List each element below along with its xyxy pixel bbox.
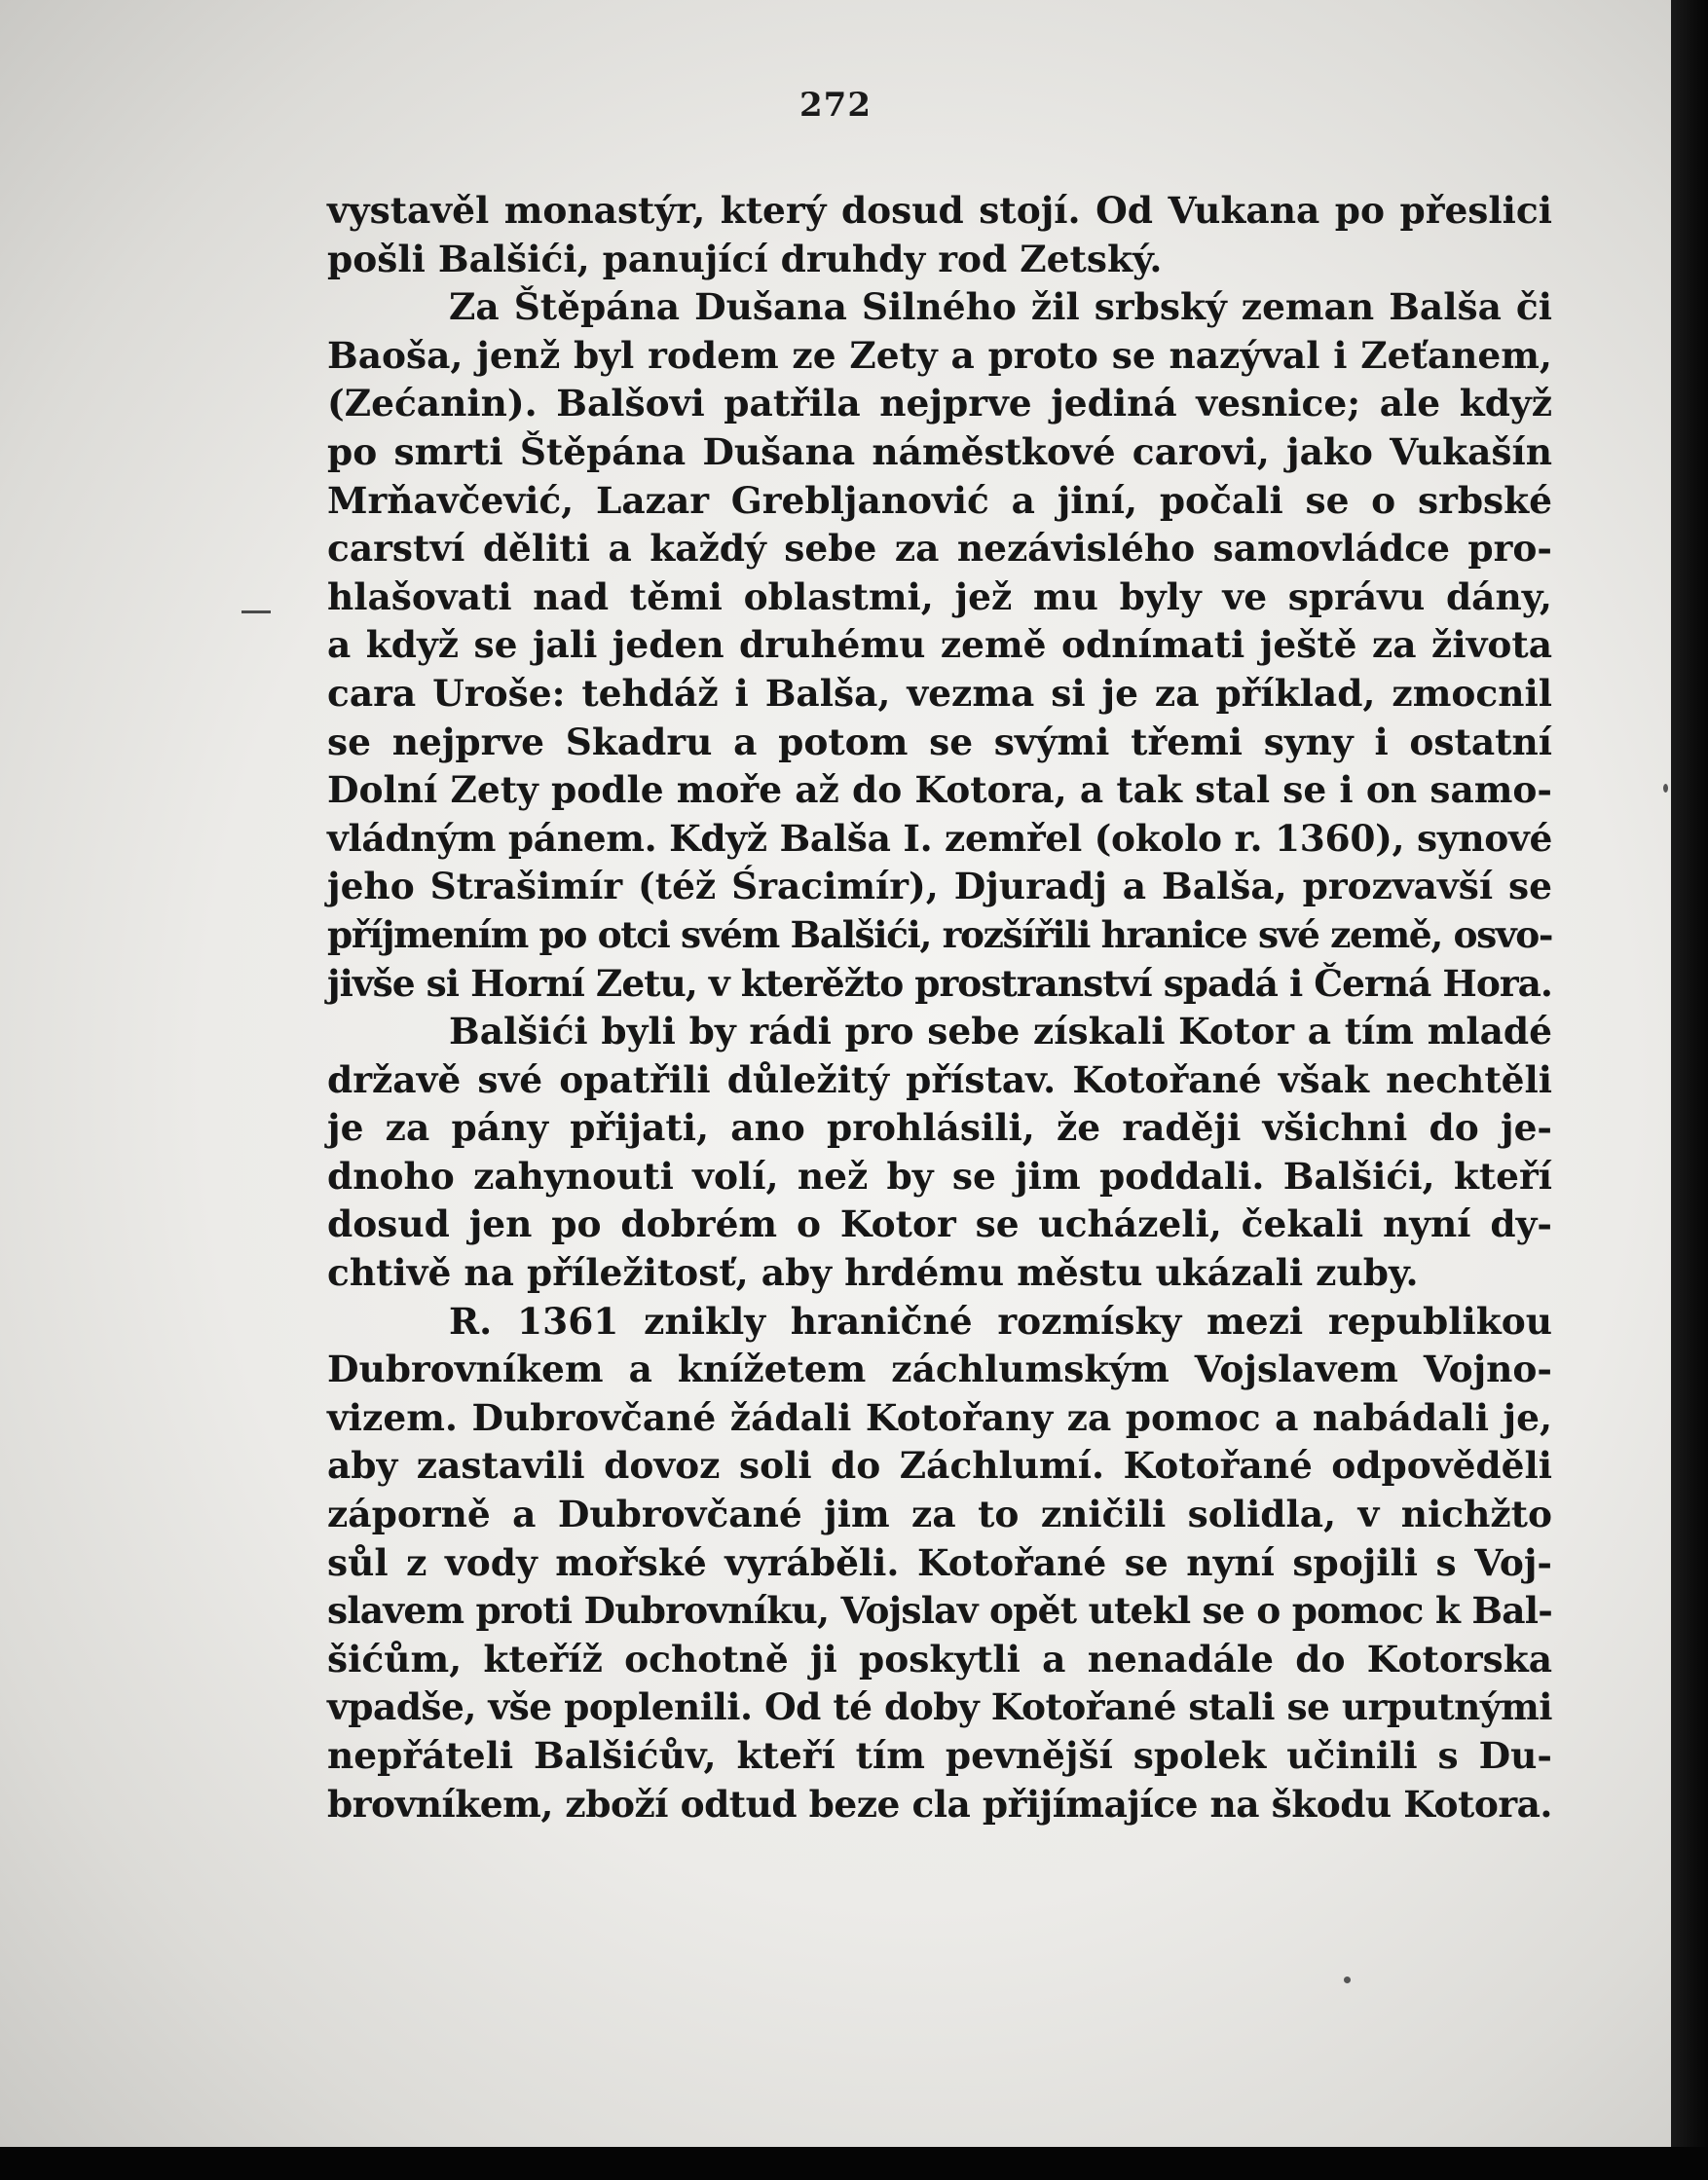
text-line: sůl z vody mořské vyráběli. Kotořané se nyní spojili s Voj- (327, 1540, 1552, 1584)
text-line: vládným pánem. Když Balša I. zemřel (okolo r. 1360), synové (327, 816, 1552, 860)
paragraph (327, 1008, 1552, 1298)
text-line: brovníkem, zboží odtud beze cla přijímajíce na škodu Kotora. (327, 1782, 1552, 1826)
text-line: chtivě na příležitosť, aby hrdému městu ukázali zuby. (327, 1251, 1419, 1295)
text-line: Balšići byli by rádi pro sebe získali Kotor a tím mladé (449, 1010, 1552, 1053)
text-line: cara Uroše: tehdáž i Balša, vezma si je za příklad, zmocnil (327, 671, 1552, 715)
text-line: se nejprve Skadru a potom se svými třemi syny i ostatní (327, 720, 1552, 763)
text-line: dosud jen po dobrém o Kotor se ucházeli, čekali nyní dy- (327, 1202, 1552, 1246)
margin-mark (241, 610, 271, 613)
text-line: vystavěl monastýr, který dosud stojí. Od Vukana po přeslici (327, 189, 1552, 232)
text-line: hlašovati nad těmi oblastmi, jež mu byly ve správu dány, (327, 574, 1552, 618)
paragraph (327, 283, 1552, 1008)
paragraph (327, 1298, 1552, 1829)
text-line: a když se jali jeden druhému země odnímati ještě za života (327, 623, 1552, 667)
text-line: po smrti Štěpána Dušana náměstkové carovi, jako Vukašín (327, 429, 1552, 473)
text-line: slavem proti Dubrovníku, Vojslav opět utekl se o pomoc k Bal- (327, 1589, 1552, 1633)
text-line: Mrňavčević, Lazar Grebljanović a jiní, počali se o srbské (327, 478, 1552, 522)
text-line: příjmením po otci svém Balšići, rozšířili hranice své země, osvo- (327, 912, 1552, 956)
text-line: záporně a Dubrovčané jim za to zničili solidla, v nichžto (327, 1493, 1552, 1536)
text-line: Dolní Zety podle moře až do Kotora, a tak stal se i on samo- (327, 768, 1552, 812)
paper-speck (1344, 1977, 1351, 1983)
page-number: 272 (799, 86, 872, 125)
text-line: pošli Balšići, panující druhdy rod Zetský. (327, 237, 1163, 280)
body-text (327, 187, 1552, 1829)
text-line: dnoho zahynouti volí, než by se jim poddali. Balšići, kteří (327, 1154, 1552, 1198)
text-line: R. 1361 znikly hraničné rozmísky mezi republikou (449, 1299, 1552, 1343)
text-line: jivše si Horní Zetu, v kterěžto prostranství spadá i Černá Hora. (327, 961, 1552, 1005)
scan-edge-right (1671, 0, 1708, 2180)
text-line: jeho Strašimír (též Śracimír), Djuradj a Balša, prozvavší se (327, 865, 1552, 908)
text-line: vpadše, vše poplenili. Od té doby Kotořané stali se urputnými (327, 1685, 1552, 1729)
text-line: Za Štěpána Dušana Silného žil srbský zeman Balša či (449, 285, 1552, 329)
text-line: aby zastavili dovoz soli do Záchlumí. Kotořané odpověděli (327, 1444, 1552, 1488)
text-line: carství děliti a každý sebe za nezávislého samovládce pro- (327, 527, 1552, 571)
text-line: (Zećanin). Balšovi patřila nejprve jediná vesnice; ale když (327, 382, 1552, 425)
text-line: državě své opatřili důležitý přístav. Kotořané však nechtěli (327, 1057, 1552, 1101)
text-line: nepřáteli Balšićův, kteří tím pevnější spolek učinili s Du- (327, 1734, 1552, 1777)
text-line: vizem. Dubrovčané žádali Kotořany za pomoc a nabádali je, (327, 1395, 1552, 1439)
text-line: je za pány přijati, ano prohlásili, že raději všichni do je- (327, 1106, 1552, 1150)
text-line: Baoša, jenž byl rodem ze Zety a proto se nazýval i Zeťanem, (327, 333, 1552, 377)
paper-speck (1663, 784, 1668, 793)
text-line: šićům, kteříž ochotně ji poskytli a nenadále do Kotorska (327, 1637, 1552, 1681)
text-line: Dubrovníkem a knížetem záchlumským Vojslavem Vojno- (327, 1348, 1552, 1391)
paragraph (327, 187, 1552, 283)
scan-edge-bottom (0, 2147, 1708, 2180)
